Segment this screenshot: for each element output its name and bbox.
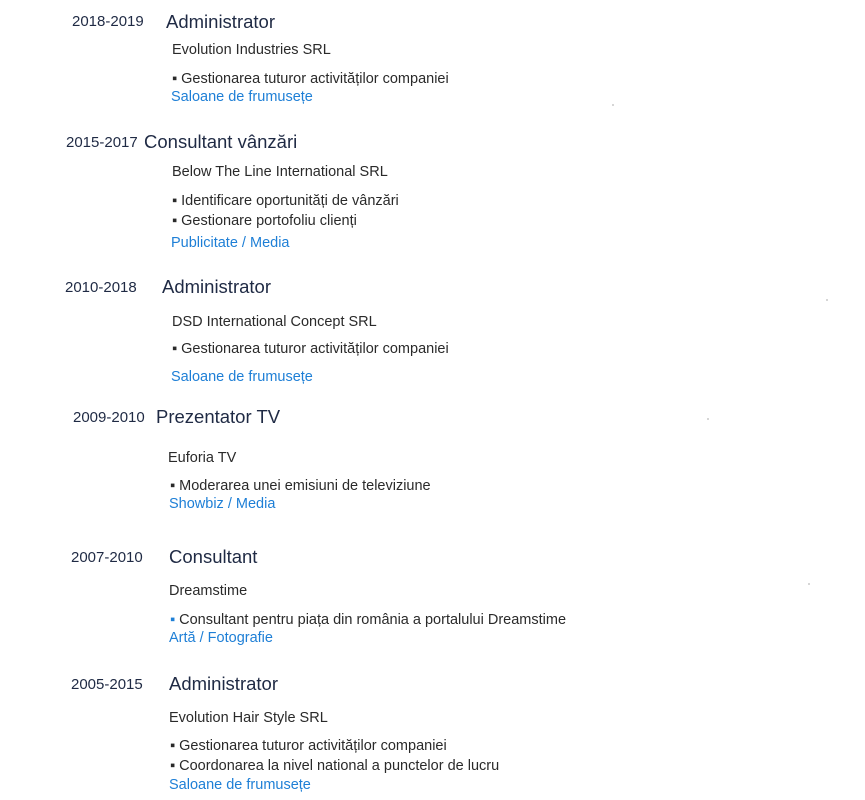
entry-period: 2010-2018 [65,279,137,296]
entry-company: Evolution Industries SRL [172,42,331,58]
bullet-icon: ▪ [170,758,176,774]
entry-duty [170,758,499,774]
entry-duty [172,193,399,209]
scan-speck [612,104,614,106]
duty-text: Coordonarea la nivel national a punctelor de lucru [179,758,500,774]
duty-text: Moderarea unei emisiuni de televiziune [179,478,431,494]
scan-speck [826,299,828,301]
scan-speck [808,583,810,585]
bullet-icon: ▪ [170,612,176,628]
bullet-icon: ▪ [170,738,176,754]
bullet-icon: ▪ [172,341,178,357]
entry-domain: Saloane de frumusețe [171,369,313,385]
entry-duty [172,71,449,87]
entry-period: 2009-2010 [73,409,145,426]
entry-company: Dreamstime [169,583,248,599]
duty-text: Gestionarea tuturor activităților companiei [181,341,449,357]
entry-duty [170,478,431,494]
duty-text: Gestionarea tuturor activităților companiei [179,738,447,754]
bullet-icon: ▪ [172,213,178,229]
entry-duty [172,341,449,357]
entry-company: Below The Line International SRL [172,164,388,180]
entry-company: Evolution Hair Style SRL [169,710,328,726]
entry-company: Euforia TV [168,450,237,466]
entry-period: 2005-2015 [71,676,143,693]
entry-period: 2007-2010 [71,549,143,566]
duty-text: Gestionarea tuturor activităților companiei [181,71,449,87]
bullet-icon: ▪ [172,193,178,209]
entry-domain: Artă / Fotografie [169,630,273,646]
entry-duty [172,213,357,229]
entry-job-title: Prezentator TV [156,406,281,427]
entry-job-title: Administrator [162,276,271,297]
bullet-icon: ▪ [170,478,176,494]
entry-domain: Publicitate / Media [171,235,290,251]
scan-speck [707,418,709,420]
entry-duty [170,612,566,628]
entry-job-title: Consultant vânzări [144,131,298,152]
duty-text: Consultant pentru piața din românia a portalului Dreamstime [179,612,567,628]
entry-domain: Saloane de frumusețe [169,777,311,793]
entry-job-title: Administrator [166,11,275,32]
entry-domain: Showbiz / Media [169,496,276,512]
entry-job-title: Administrator [169,673,278,694]
entry-company: DSD International Concept SRL [172,314,377,330]
bullet-icon: ▪ [172,71,178,87]
entry-period: 2018-2019 [72,13,144,30]
duty-text: Gestionare portofoliu clienți [181,213,357,229]
entry-domain: Saloane de frumusețe [171,89,313,105]
entry-duty [170,738,447,754]
entry-period: 2015-2017 [66,134,138,151]
duty-text: Identificare oportunități de vânzări [181,193,399,209]
entry-job-title: Consultant [169,546,258,567]
